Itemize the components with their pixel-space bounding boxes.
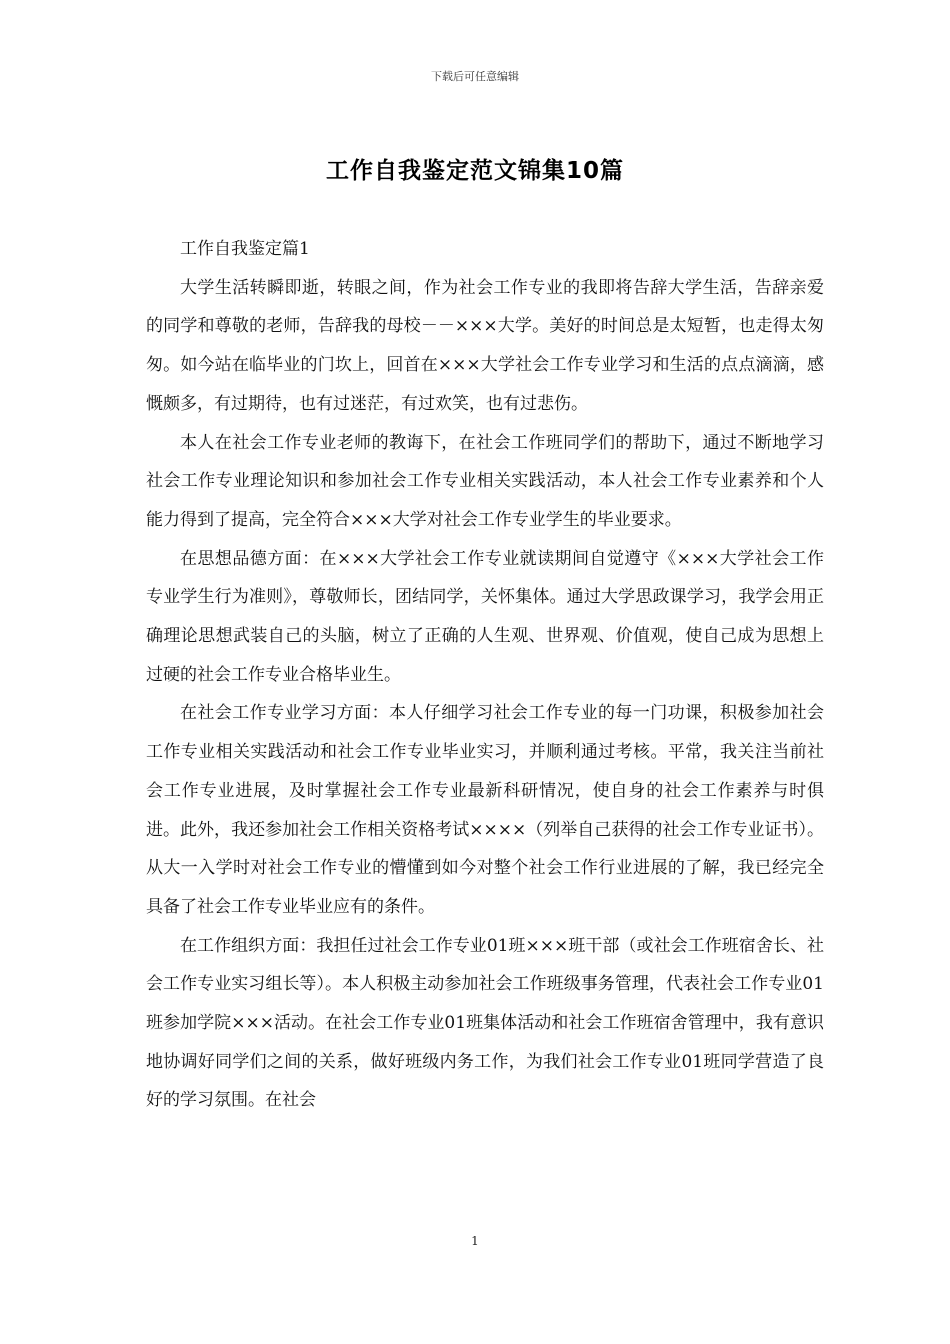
paragraph: 在工作组织方面：我担任过社会工作专业01班×××班干部（或社会工作班宿舍长、社会工作专业实习组长等）。本人积极主动参加社会工作班级事务管理，代表社会工作专业01班参加学院×××活动。在社会工作专业01班集体活动和社会工作班宿舍管理中，我有意识地协调好同学们之间的关系，做好班级内务工作，为我们社会工作专业01班同学营造了良好的学习氛围。在社会 (146, 935, 824, 1111)
document-body (146, 230, 824, 1120)
paragraph: 在社会工作专业学习方面：本人仔细学习社会工作专业的每一门功课，积极参加社会工作专业相关实践活动和社会工作专业毕业实习，并顺利通过考核。平常，我关注当前社会工作专业进展，及时掌握社会工作专业最新科研情况，使自身的社会工作素养与时俱进。此外，我还参加社会工作相关资格考试××××（列举自己获得的社会工作专业证书）。从大一入学时对社会工作专业的懵懂到如今对整个社会工作行业进展的了解，我已经完全具备了社会工作专业毕业应有的条件。 (146, 703, 824, 917)
document-title: 工作自我鉴定范文锦集10篇 (325, 158, 624, 184)
paragraph: 在思想品德方面：在×××大学社会工作专业就读期间自觉遵守《×××大学社会工作专业学生行为准则》，尊敬师长，团结同学，关怀集体。通过大学思政课学习，我学会用正确理论思想武装自己的头脑，树立了正确的人生观、世界观、价值观，使自己成为思想上过硬的社会工作专业合格毕业生。 (146, 548, 824, 685)
paragraph: 本人在社会工作专业老师的教诲下，在社会工作班同学们的帮助下，通过不断地学习社会工作专业理论知识和参加社会工作专业相关实践活动，本人社会工作专业素养和个人能力得到了提高，完全符合×××大学对社会工作专业学生的毕业要求。 (146, 432, 824, 530)
section-heading: 工作自我鉴定篇1 (180, 239, 310, 259)
header-note: 下载后可任意编辑 (431, 70, 519, 83)
paragraph: 大学生活转瞬即逝，转眼之间，作为社会工作专业的我即将告辞大学生活，告辞亲爱的同学和尊敬的老师，告辞我的母校－－×××大学。美好的时间总是太短暂，也走得太匆匆。如今站在临毕业的门坎上，回首在×××大学社会工作专业学习和生活的点点滴滴，感慨颇多，有过期待，也有过迷茫，有过欢笑，也有过悲伤。 (146, 277, 824, 414)
page-number: 1 (471, 1234, 479, 1248)
